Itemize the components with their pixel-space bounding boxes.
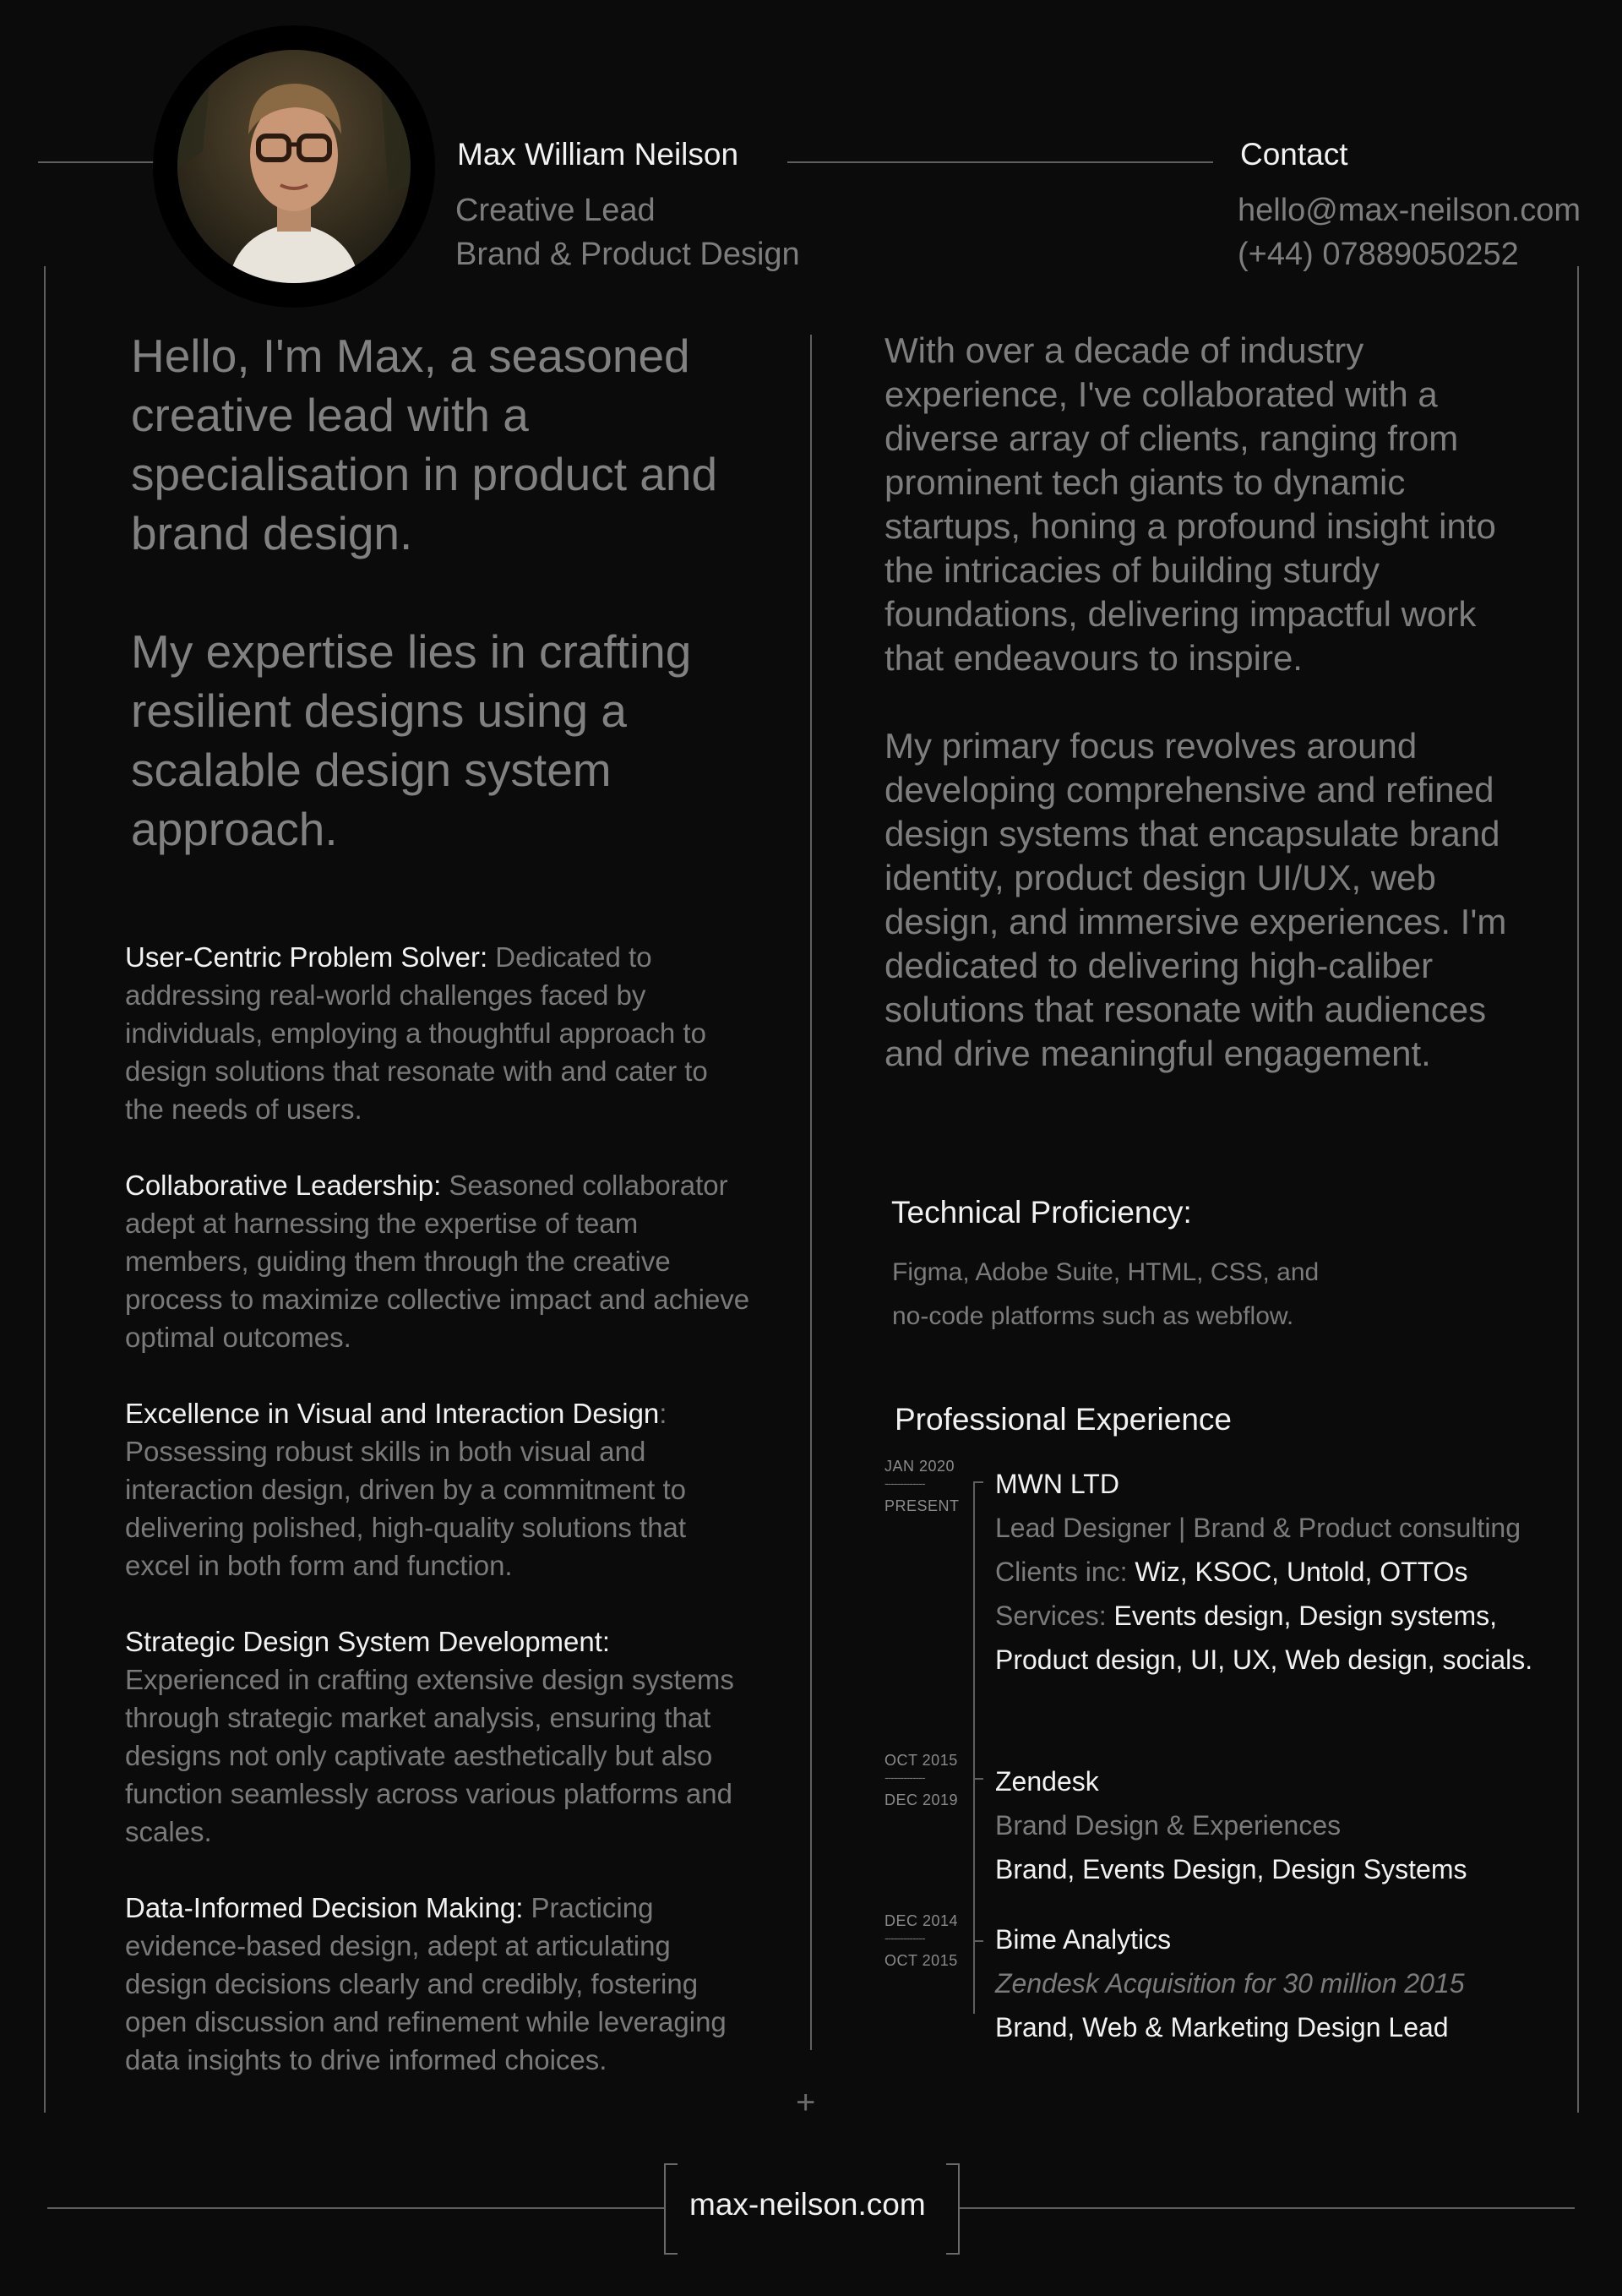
date-separator: ------------- [884,1476,925,1490]
full-name: Max William Neilson [457,137,739,172]
technical-line-2: no-code platforms such as webflow. [892,1302,1294,1330]
contact-phone-link[interactable]: (+44) 07889050252 [1238,237,1519,272]
feature-item [125,938,750,1128]
feature-item [125,1622,750,1851]
technical-proficiency-heading: Technical Proficiency: [891,1195,1192,1230]
feature-text: : Possessing robust skills in both visual and interaction design, driven by a commitment to delivering polished, high-quality solutions that excel in both form and function. [125,1398,687,1581]
job-clients-value: Wiz, KSOC, Untold, OTTOs [1127,1557,1468,1587]
date-separator: ------------- [884,1931,925,1944]
footer-rule-right [958,2207,1575,2209]
header-rule-left [38,161,156,163]
intro-lead-2: My expertise lies in crafting resilient designs using a scalable design system approach. [131,625,692,855]
job-clients-label: Clients inc: [995,1557,1128,1587]
job-discipline: Brand & Product Design [455,237,800,272]
feature-item [125,1166,750,1356]
feature-text: Dedicated to addressing real-world challenges faced by individuals, employing a thoughtful approach to design solutions that resonate with and cater to the needs of users. [125,941,708,1125]
job-start-date: OCT 2015 [884,1752,958,1769]
about-paragraph-1: With over a decade of industry experience, I've collaborated with a diverse array of clients, ranging from prominent tech giants to dynamic startups, honing a profound insight into the intricacies of building sturdy foundations, delivering impactful work that endeavours to inspire. [884,330,1496,678]
footer-bracket-left [664,2163,678,2255]
portrait-photo [177,50,411,283]
job-clients [995,1550,1532,1594]
website-link[interactable]: max-neilson.com [689,2187,926,2222]
technical-proficiency-text [892,1251,1483,1339]
feature-list [125,938,750,2079]
feature-title: User-Centric Problem Solver: [125,941,488,973]
feature-title: Strategic Design System Development: [125,1626,611,1657]
feature-title: Data-Informed Decision Making: [125,1892,524,1923]
job-services-label: Services: [995,1601,1107,1631]
plus-marker: + [796,2084,816,2121]
job-role: Brand Design & Experiences [995,1810,1342,1841]
feature-item [125,1394,750,1584]
job-entry [995,1759,1467,1891]
frame-right [1577,266,1579,2113]
job-detail: Brand, Web & Marketing Design Lead [995,2012,1449,2042]
timeline-line [973,1481,975,2014]
feature-text: Practicing evidence-based design, adept at articulating design decisions clearly and credibly, fostering open discussion and refinement while leveraging data insights to drive informed choices. [125,1892,727,2075]
job-services-continued: Product design, UI, UX, Web design, socials. [995,1644,1533,1675]
footer-rule-left [47,2207,664,2209]
technical-line-1: Figma, Adobe Suite, HTML, CSS, and [892,1258,1320,1286]
timeline-tick [973,1481,983,1483]
job-company: MWN LTD [995,1469,1119,1499]
job-note: Zendesk Acquisition for 30 million 2015 [995,1968,1465,1999]
contact-email-link[interactable]: hello@max-neilson.com [1238,193,1581,228]
job-start-date: JAN 2020 [884,1458,955,1475]
job-company: Zendesk [995,1766,1099,1797]
feature-item [125,1889,750,2079]
job-start-date: DEC 2014 [884,1912,959,1929]
job-end-date: OCT 2015 [884,1952,958,1969]
about [884,329,1518,1076]
feature-text: Seasoned collaborator adept at harnessing the expertise of team members, guiding them through the creative process to maximize collective impact and achieve optimal outcomes. [125,1170,750,1353]
intro-lead-1: Hello, I'm Max, a seasoned creative lead with a specialisation in product and brand design. [131,330,718,559]
contact-heading: Contact [1240,137,1348,172]
job-end-date: DEC 2019 [884,1792,959,1808]
timeline-tick [973,1940,983,1942]
job-services-value: Events design, Design systems, [1106,1601,1498,1631]
job-company: Bime Analytics [995,1924,1172,1955]
about-paragraph-2: My primary focus revolves around developing comprehensive and refined design systems that encapsulate brand identity, product design UI/UX, web design, and immersive experiences. I'm dedicated to delivering high-caliber solutions that resonate with audiences and drive meaningful engagement. [884,726,1507,1073]
frame-left [44,266,46,2113]
header-rule-middle [787,161,1213,163]
feature-title: Collaborative Leadership: [125,1170,442,1201]
job-entry [995,1917,1465,2049]
job-services [995,1594,1532,1638]
avatar [177,50,411,283]
job-end-date: PRESENT [884,1497,960,1514]
column-divider [810,335,812,2050]
timeline-tick [973,1778,983,1780]
date-separator: ------------- [884,1770,925,1784]
footer-bracket-right [946,2163,960,2255]
experience-heading: Professional Experience [895,1402,1232,1437]
job-entry [995,1462,1532,1682]
job-role: Lead Designer | Brand & Product consulting [995,1513,1521,1543]
intro [131,326,773,859]
feature-title: Excellence in Visual and Interaction Design [125,1398,660,1429]
job-title: Creative Lead [455,193,656,228]
job-detail: Brand, Events Design, Design Systems [995,1854,1467,1884]
feature-text: Experienced in crafting extensive design systems through strategic market analysis, ensuring that designs not only captivate aesthetically but also function seamlessly across various platforms and scales. [125,1664,734,1847]
